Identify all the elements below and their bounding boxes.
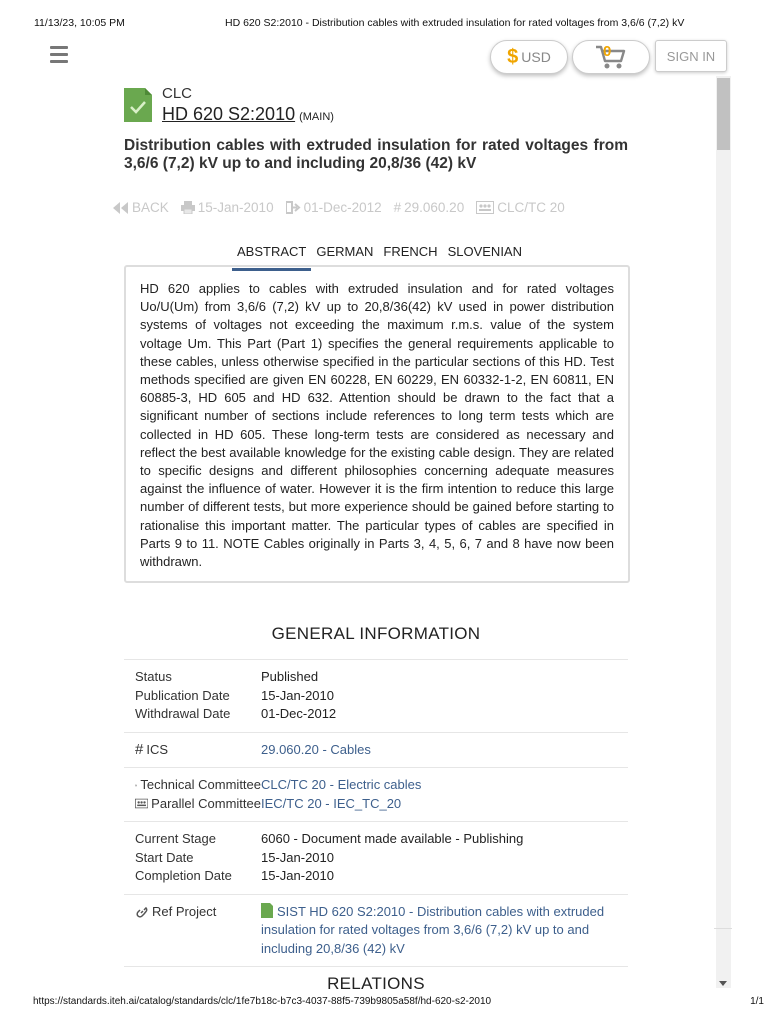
- document-meta: [113, 200, 593, 215]
- print-url: https://standards.iteh.ai/catalog/standards/clc/1fe7b18c-b7c3-4037-88f5-739b9805a58f/hd-620-s2-2010: [33, 996, 492, 1007]
- status-group: [124, 660, 628, 733]
- back-icon: [113, 202, 129, 214]
- info-row: [135, 776, 628, 795]
- info-row: [135, 668, 628, 687]
- info-row: [135, 687, 628, 706]
- page-title: Distribution cables with extruded insulation for rated voltages from 3,6/6 (7,2) kV up to and including 20,8/36 (42) kV: [124, 137, 628, 172]
- info-row: [135, 903, 628, 959]
- publication-date-value: 15-Jan-2010: [261, 687, 334, 703]
- info-row: [135, 741, 628, 760]
- sign-out-icon: [286, 201, 301, 214]
- general-information-table: [124, 659, 628, 967]
- cart-count: 0: [603, 43, 612, 60]
- scrollbar-thumb[interactable]: [717, 78, 730, 150]
- publication-date: [181, 200, 274, 215]
- document-code-text: HD 620 S2:2010: [162, 104, 296, 124]
- divider: [714, 928, 732, 929]
- parallel-committee-link[interactable]: IEC/TC 20 - IEC_TC_20: [261, 795, 402, 811]
- ref-project-label: Ref Project: [135, 903, 261, 922]
- document-tag: (MAIN): [299, 111, 334, 123]
- tab-slovenian[interactable]: SLOVENIAN: [447, 244, 522, 259]
- page-number: 1/1: [750, 996, 764, 1007]
- currency-label: USD: [521, 49, 551, 65]
- relations-heading: RELATIONS: [327, 974, 425, 993]
- committee-icon: [476, 201, 494, 214]
- completion-date-label: Completion Date: [135, 868, 232, 883]
- technical-committee-link[interactable]: CLC/TC 20 - Electric cables: [261, 777, 422, 792]
- hashtag-icon: #: [135, 740, 144, 758]
- committee-icon: [135, 779, 137, 792]
- start-date-value: 15-Jan-2010: [261, 849, 334, 865]
- menu-icon[interactable]: [50, 46, 68, 67]
- link-icon: [135, 905, 149, 919]
- ics-code[interactable]: [394, 200, 465, 215]
- currency-button[interactable]: [490, 40, 568, 74]
- scroll-down-icon[interactable]: [719, 981, 727, 986]
- ics-label: # ICS: [135, 740, 169, 758]
- committee-group: [124, 768, 628, 822]
- current-stage-value: 6060 - Document made available - Publishing: [261, 831, 524, 846]
- technical-committee[interactable]: [476, 200, 565, 215]
- document-org: CLC: [162, 85, 193, 102]
- tab-german[interactable]: GERMAN: [316, 244, 374, 259]
- document-code: [162, 104, 334, 125]
- scrollbar[interactable]: [716, 76, 731, 988]
- withdrawal-date-value: 01-Dec-2012: [261, 706, 337, 721]
- info-row: [135, 867, 628, 886]
- stage-group: [124, 822, 628, 895]
- print-header: [0, 0, 768, 40]
- status-value: Published: [261, 669, 319, 684]
- status-label: Status: [135, 669, 172, 684]
- print-date: 11/13/23, 10:05 PM: [34, 17, 125, 29]
- document-icon: [261, 903, 273, 918]
- info-row: [135, 795, 628, 814]
- ref-project-link[interactable]: SIST HD 620 S2:2010 - Distribution cables with extruded insulation for rated voltages from 3,6/6 (7,2) kV up to and including 20,8/36 (42) kV: [261, 903, 605, 956]
- tab-french[interactable]: FRENCH: [383, 244, 438, 259]
- back-label: BACK: [132, 200, 169, 215]
- ics-group: [124, 733, 628, 769]
- dollar-icon: $: [507, 45, 519, 68]
- withdrawal-date-text: 01-Dec-2012: [303, 200, 382, 215]
- ref-project-group: [124, 895, 628, 968]
- abstract-text: HD 620 applies to cables with extruded insulation and for rated voltages Uo/U(Um) from 3,6/6 (7,2) kV up to 20,8/36(42) kV used in power distribution systems of voltages not exceeding the maximum r.m.s. value of the system voltage Um. This Part (Part 1) specifies the general requirements applicable to these cables, unless otherwise specified in the particular sections of this HD. Test methods specified are given EN 60228, EN 60229, EN 60332-1-2, EN 60811, EN 60885-3, HD 605 and HD 632. Attention should be drawn to the fact that a significant number of sections include references to long term tests which are collected in HD 605. These long-term tests are considered as necessary and reflect the best available knowledge for the existing cable design. They are related to specific designs and different philosophies concerning adequate measures against the influence of water. However it is the firm intention to reduce this large number of different tests, but more experience should be gained before starting to rationalise this important matter. The particular types of cables are specified in Parts 9 to 11. NOTE Cables originally in Parts 3, 4, 5, 6, 7 and 8 have now been withdrawn.: [124, 265, 630, 583]
- publication-date-label: Publication Date: [135, 687, 230, 703]
- printer-icon: [181, 201, 195, 214]
- tab-abstract[interactable]: ABSTRACT: [232, 242, 311, 271]
- info-row: [135, 705, 628, 724]
- start-date-label: Start Date: [135, 849, 194, 865]
- general-information-heading: GENERAL INFORMATION: [271, 624, 481, 643]
- hashtag-icon: #: [393, 200, 402, 215]
- sign-in-button[interactable]: SIGN IN: [655, 40, 727, 72]
- completion-date-value: 15-Jan-2010: [261, 868, 334, 883]
- info-row: [135, 849, 628, 868]
- cart-button[interactable]: [572, 40, 650, 74]
- print-footer: [0, 996, 768, 1024]
- withdrawal-date-label: Withdrawal Date: [135, 706, 231, 721]
- ics-code-text: 29.060.20: [404, 200, 465, 215]
- info-row: [135, 830, 628, 849]
- technical-committee-label: Technical Committee: [135, 776, 261, 795]
- current-stage-label: Current Stage: [135, 831, 216, 846]
- print-title: HD 620 S2:2010 - Distribution cables with extruded insulation for rated voltages from 3,6/6 (7,2) kV: [225, 17, 685, 29]
- withdrawal-date: [286, 200, 382, 215]
- back-button[interactable]: [113, 200, 169, 215]
- parallel-committee-label: Parallel Committee: [135, 795, 261, 814]
- technical-committee-text: CLC/TC 20: [497, 200, 565, 215]
- ics-link[interactable]: 29.060.20 - Cables: [261, 741, 371, 757]
- document-icon: [124, 88, 152, 122]
- committee-icon: [135, 797, 148, 810]
- publication-date-text: 15-Jan-2010: [197, 200, 274, 215]
